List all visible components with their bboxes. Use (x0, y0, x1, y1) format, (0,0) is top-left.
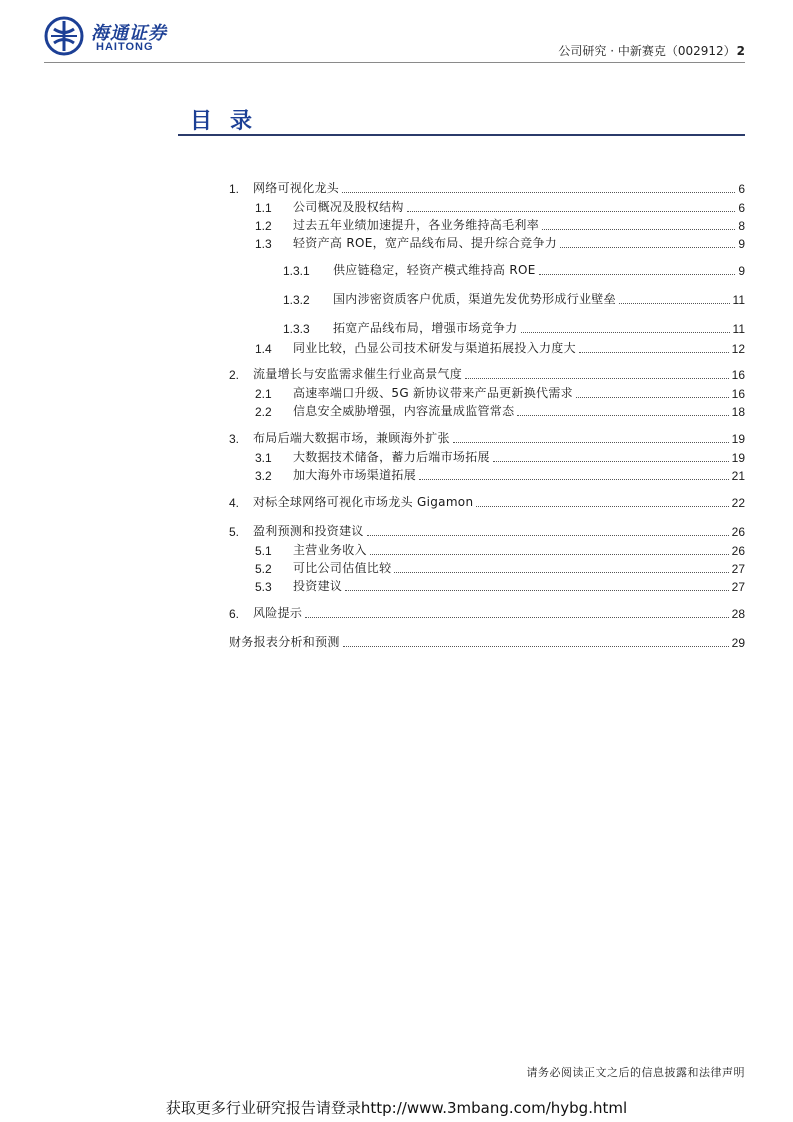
toc-entry-page: 27 (731, 580, 745, 594)
toc-entry-title: 财务报表分析和预测 (229, 635, 340, 649)
toc-entry[interactable] (229, 523, 745, 539)
toc-entry-title: 网络可视化龙头 (253, 181, 340, 195)
toc-entry[interactable] (255, 467, 745, 483)
toc-entry-page: 26 (731, 544, 745, 558)
toc-entry-number: 5.1 (255, 544, 272, 558)
toc-dot-leader (619, 303, 730, 304)
toc-entry-page: 21 (731, 469, 745, 483)
toc-entry[interactable] (255, 217, 745, 233)
promo-url-line: 获取更多行业研究报告请登录http://www.3mbang.com/hybg.html (165, 1099, 628, 1117)
toc-entry-title: 高速率端口升级、5G 新协议带来产品更新换代需求 (293, 386, 573, 400)
toc-entry-page: 19 (731, 432, 745, 446)
toc-dot-leader (394, 572, 728, 573)
toc-entry-page: 27 (731, 562, 745, 576)
report-info-text: 公司研究 · 中新赛克（002912） (558, 44, 736, 58)
toc-dot-leader (560, 247, 735, 248)
toc-entry-title: 拓宽产品线布局，增强市场竞争力 (333, 321, 518, 335)
toc-entry-number: 5.3 (255, 580, 272, 594)
toc-entry[interactable] (255, 403, 745, 419)
toc-entry-page: 16 (731, 368, 745, 382)
toc-entry-title: 同业比较，凸显公司技术研发与渠道拓展投入力度大 (293, 341, 576, 355)
toc-entry-page: 6 (738, 201, 745, 215)
toc-entry-title: 主营业务收入 (293, 543, 367, 557)
toc-dot-leader (453, 442, 729, 443)
toc-entry-page: 28 (731, 607, 745, 621)
toc-dot-leader (493, 461, 729, 462)
toc-entry-number: 2.1 (255, 387, 272, 401)
toc-entry-title: 投资建议 (293, 579, 343, 593)
toc-entry-page: 26 (731, 525, 745, 539)
toc-entry[interactable] (283, 291, 745, 307)
toc-entry[interactable] (255, 449, 745, 465)
toc-dot-leader (342, 192, 735, 193)
logo-english-name: HAITONG (96, 41, 154, 53)
toc-entry[interactable] (255, 385, 745, 401)
toc-entry-title: 大数据技术储备，蓄力后端市场拓展 (293, 450, 490, 464)
toc-entry-page: 9 (738, 264, 745, 278)
toc-entry[interactable] (229, 366, 745, 382)
toc-entry-title: 加大海外市场渠道拓展 (293, 468, 417, 482)
toc-entry[interactable] (255, 542, 745, 558)
toc-dot-leader (305, 617, 728, 618)
toc-dot-leader (539, 274, 736, 275)
toc-dot-leader (343, 646, 729, 647)
toc-title: 目录 (190, 108, 271, 134)
toc-dot-leader (407, 211, 736, 212)
toc-entry[interactable] (255, 235, 745, 251)
toc-entry-page: 8 (738, 219, 745, 233)
toc-entry-page: 16 (731, 387, 745, 401)
toc-entry-page: 6 (738, 182, 745, 196)
toc-entry-number: 3. (229, 432, 240, 446)
toc-entry[interactable] (229, 430, 745, 446)
toc-entry-number: 6. (229, 607, 240, 621)
header-page-number: 2 (736, 44, 745, 58)
toc-entry-page: 12 (731, 342, 745, 356)
logo-chinese-name: 海通证券 (91, 23, 167, 44)
toc-entry-number: 1.3.2 (283, 293, 310, 307)
toc-entry-page: 18 (731, 405, 745, 419)
toc-entry[interactable] (255, 560, 745, 576)
toc-entry-title: 布局后端大数据市场，兼顾海外扩张 (253, 431, 450, 445)
toc-dot-leader (579, 352, 729, 353)
toc-entry-number: 5. (229, 525, 240, 539)
toc-entry-number: 3.1 (255, 451, 272, 465)
toc-dot-leader (419, 479, 729, 480)
toc-entry-title: 公司概况及股权结构 (293, 200, 404, 214)
toc-entry-number: 5.2 (255, 562, 272, 576)
toc-entry[interactable] (255, 199, 745, 215)
toc-entry-number: 1.2 (255, 219, 272, 233)
toc-dot-leader (367, 535, 729, 536)
toc-entry-page: 11 (732, 322, 745, 336)
toc-entry-page: 19 (731, 451, 745, 465)
toc-entry[interactable] (255, 578, 745, 594)
toc-entry-number: 1.3.1 (283, 264, 310, 278)
toc-entry-number: 1.3.3 (283, 322, 310, 336)
toc-dot-leader (370, 554, 729, 555)
toc-dot-leader (517, 415, 728, 416)
toc-entry-number: 1.4 (255, 342, 272, 356)
toc-dot-leader (521, 332, 730, 333)
toc-entry-page: 22 (731, 496, 745, 510)
toc-entry-title: 风险提示 (253, 606, 303, 620)
toc-entry[interactable] (229, 494, 745, 510)
toc-entry-title: 对标全球网络可视化市场龙头 Gigamon (253, 495, 474, 509)
toc-entry-title: 国内涉密资质客户优质，渠道先发优势形成行业壁垒 (333, 292, 616, 306)
toc-dot-leader (542, 229, 735, 230)
toc-entry-number: 1.3 (255, 237, 272, 251)
toc-entry-number: 3.2 (255, 469, 272, 483)
toc-entry-page: 29 (731, 636, 745, 650)
toc-entry-number: 1.1 (255, 201, 272, 215)
toc-dot-leader (345, 590, 728, 591)
toc-entry[interactable] (229, 634, 745, 650)
toc-entry-title: 可比公司估值比较 (293, 561, 392, 575)
toc-entry-title: 信息安全威胁增强，内容流量成监管常态 (293, 404, 515, 418)
legal-disclaimer: 请务必阅读正文之后的信息披露和法律声明 (526, 1066, 745, 1079)
toc-dot-leader (476, 506, 728, 507)
toc-entry-number: 2. (229, 368, 240, 382)
toc-entry-title: 供应链稳定，轻资产模式维持高 ROE (333, 263, 536, 277)
toc-entry-page: 9 (738, 237, 745, 251)
toc-entry-title: 流量增长与安监需求催生行业高景气度 (253, 367, 463, 381)
toc-entry[interactable] (229, 605, 745, 621)
toc-entry[interactable] (283, 262, 745, 278)
toc-entry-page: 11 (732, 293, 745, 307)
toc-entry[interactable] (283, 320, 745, 336)
toc-entry[interactable] (229, 180, 745, 196)
toc-dot-leader (465, 378, 729, 379)
toc-entry-number: 2.2 (255, 405, 272, 419)
toc-entry-title: 轻资产高 ROE，宽产品线布局、提升综合竞争力 (293, 236, 558, 250)
toc-entry-title: 盈利预测和投资建议 (253, 524, 364, 538)
toc-entry-number: 1. (229, 182, 240, 196)
toc-entry[interactable] (255, 340, 745, 356)
toc-entry-title: 过去五年业绩加速提升，各业务维持高毛利率 (293, 218, 540, 232)
toc-entry-number: 4. (229, 496, 240, 510)
toc-dot-leader (576, 397, 729, 398)
